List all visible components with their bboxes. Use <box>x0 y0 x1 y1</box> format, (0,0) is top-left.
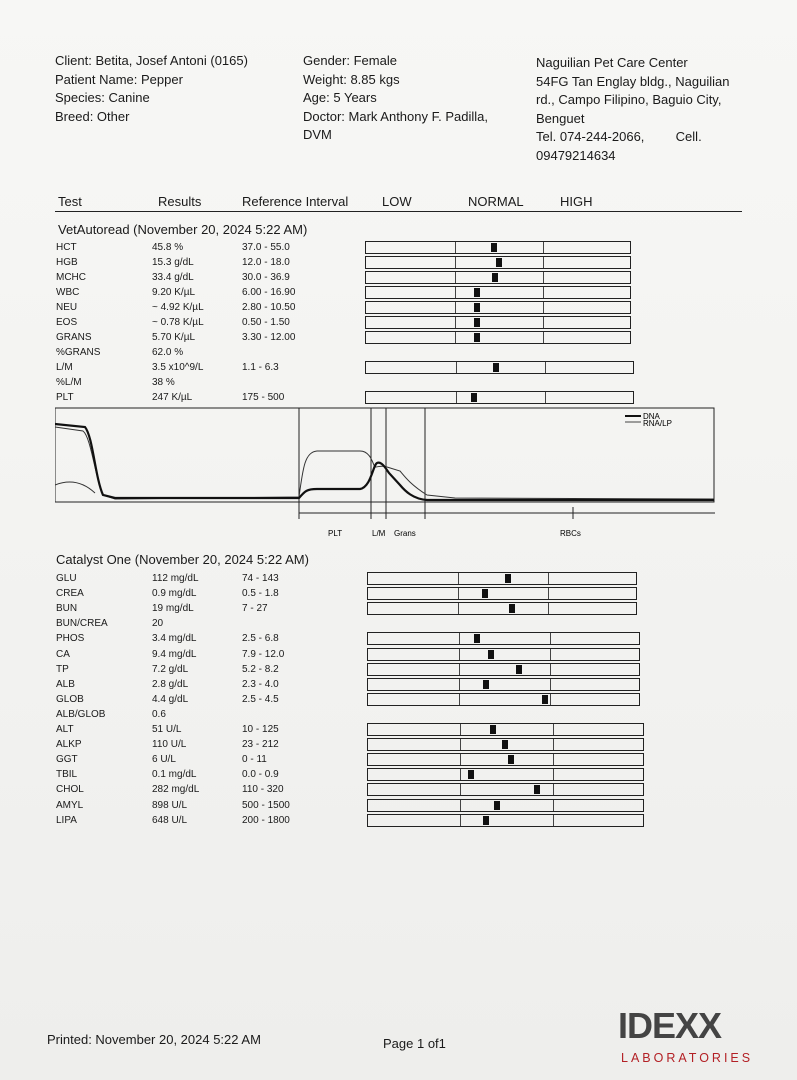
test-name: GRANS <box>56 332 92 343</box>
range-divider <box>553 784 554 795</box>
result-marker <box>516 665 522 674</box>
range-divider <box>455 332 456 343</box>
test-name: ALB/GLOB <box>56 708 106 720</box>
rbc-tail-trace <box>55 482 95 493</box>
range-divider <box>458 603 459 614</box>
result-marker <box>482 589 488 598</box>
range-bar <box>367 738 644 751</box>
test-reference: 2.3 - 4.0 <box>242 678 279 690</box>
range-divider <box>458 573 459 584</box>
result-marker <box>508 755 514 764</box>
test-reference: 175 - 500 <box>242 392 285 403</box>
clinic-address-1: 54FG Tan Englay bldg., Naguilian <box>536 73 730 89</box>
test-reference: 2.80 - 10.50 <box>242 302 296 313</box>
range-divider <box>543 257 544 268</box>
col-normal: NORMAL <box>468 194 524 209</box>
col-results: Results <box>158 194 202 209</box>
dna-trace <box>55 424 714 500</box>
printed-timestamp: Printed: November 20, 2024 5:22 AM <box>47 1032 261 1047</box>
clinic-phones <box>536 128 729 147</box>
range-bar <box>365 316 631 329</box>
range-bar <box>367 768 644 781</box>
range-divider <box>456 392 457 403</box>
col-reference: Reference Interval <box>242 194 349 209</box>
range-bar <box>365 301 631 314</box>
test-name: ALKP <box>56 739 82 751</box>
test-reference: 2.5 - 6.8 <box>242 633 279 645</box>
clinic-cell: 09479214634 <box>536 147 616 163</box>
gender: Gender: Female <box>303 53 397 68</box>
test-result: 3.5 x10^9/L <box>152 362 204 373</box>
vetautoread-title: VetAutoread (November 20, 2024 5:22 AM) <box>58 222 308 237</box>
test-result: 9.20 K/µL <box>152 287 196 298</box>
test-name: %GRANS <box>56 347 101 358</box>
label-plt: PLT <box>328 529 343 538</box>
range-bar <box>367 632 640 645</box>
test-result: 0.1 mg/dL <box>152 769 197 781</box>
range-divider <box>550 633 551 644</box>
range-bar <box>365 256 631 269</box>
range-divider <box>460 815 461 826</box>
range-divider <box>550 679 551 690</box>
result-marker <box>490 725 496 734</box>
test-reference: 10 - 125 <box>242 724 279 735</box>
test-result: 282 mg/dL <box>152 784 200 796</box>
col-low: LOW <box>382 194 412 209</box>
label-grans: Grans <box>394 529 416 538</box>
range-divider <box>543 242 544 253</box>
legend-dna-label: DNA <box>643 412 660 421</box>
doctor-line2: DVM <box>303 127 332 142</box>
range-bar <box>367 723 644 736</box>
test-result: ~ 4.92 K/µL <box>152 302 204 313</box>
range-bar <box>367 678 640 691</box>
range-divider <box>455 242 456 253</box>
species: Species: Canine <box>55 90 150 105</box>
page-number: Page 1 of1 <box>383 1036 446 1051</box>
result-marker <box>496 258 502 267</box>
result-marker <box>474 288 480 297</box>
range-divider <box>460 769 461 780</box>
label-rbcs: RBCs <box>560 529 581 538</box>
test-result: 110 U/L <box>152 739 187 751</box>
result-marker <box>493 363 499 372</box>
test-name: WBC <box>56 287 80 298</box>
hematology-histogram <box>55 407 715 542</box>
test-result: 45.8 % <box>152 242 184 253</box>
range-bar <box>367 572 637 585</box>
test-name: PLT <box>56 392 74 403</box>
test-result: 2.8 g/dL <box>152 678 189 690</box>
age: Age: 5 Years <box>303 90 377 105</box>
test-name: ALT <box>56 724 74 735</box>
test-reference: 74 - 143 <box>242 573 279 584</box>
range-divider <box>455 272 456 283</box>
rna-trace <box>55 427 714 499</box>
test-result: 6 U/L <box>152 754 176 766</box>
test-result: 62.0 % <box>152 347 184 358</box>
test-result: ~ 0.78 K/µL <box>152 317 204 328</box>
range-divider <box>553 769 554 780</box>
range-divider <box>545 392 546 403</box>
histogram-frame <box>55 408 714 502</box>
test-reference: 200 - 1800 <box>242 814 290 826</box>
range-divider <box>553 724 554 735</box>
range-bar <box>365 271 631 284</box>
test-name: CA <box>56 648 70 660</box>
range-bar <box>365 361 634 374</box>
range-divider <box>553 754 554 765</box>
test-result: 51 U/L <box>152 724 182 735</box>
test-name: NEU <box>56 302 78 313</box>
range-bar <box>367 648 640 661</box>
test-name: CREA <box>56 588 84 600</box>
clinic-tel: Tel. 074-244-2066, <box>536 129 645 144</box>
test-reference: 500 - 1500 <box>242 799 290 811</box>
range-divider <box>543 287 544 298</box>
test-name: BUN <box>56 603 78 615</box>
range-divider <box>458 588 459 599</box>
range-divider <box>459 679 460 690</box>
weight: Weight: 8.85 kgs <box>303 71 400 87</box>
result-marker <box>471 393 477 402</box>
test-result: 3.4 mg/dL <box>152 633 197 645</box>
result-marker <box>492 273 498 282</box>
clinic-info <box>536 54 729 165</box>
test-reference: 7.9 - 12.0 <box>242 648 285 660</box>
range-divider <box>456 362 457 373</box>
idexx-logo <box>618 1008 778 1068</box>
test-result: 19 mg/dL <box>152 603 194 615</box>
test-reference: 110 - 320 <box>242 784 284 796</box>
range-bar <box>367 814 644 827</box>
result-marker <box>483 680 489 689</box>
range-bar <box>367 663 640 676</box>
clinic-name: Naguilian Pet Care Center <box>536 55 688 70</box>
range-divider <box>460 800 461 811</box>
range-divider <box>548 588 549 599</box>
range-bar <box>365 391 634 404</box>
test-name: BUN/CREA <box>56 618 108 630</box>
test-result: 33.4 g/dL <box>152 272 194 283</box>
range-divider <box>545 362 546 373</box>
clinic-cell-label: Cell. <box>675 129 702 144</box>
test-name: MCHC <box>56 272 86 283</box>
test-result: 7.2 g/dL <box>152 663 189 675</box>
breed: Breed: Other <box>55 108 130 124</box>
client-name: Client: Betita, Josef Antoni (0165) <box>55 53 248 68</box>
range-divider <box>553 815 554 826</box>
test-name: HCT <box>56 242 77 253</box>
legend-rna-label: RNA/LP <box>643 419 672 428</box>
test-reference: 0 - 11 <box>242 754 267 766</box>
result-marker <box>468 770 474 779</box>
test-name: AMYL <box>56 799 84 811</box>
test-reference: 37.0 - 55.0 <box>242 242 290 253</box>
logo-laboratories: LABORATORIES <box>621 1051 754 1065</box>
test-result: 112 mg/dL <box>152 573 199 584</box>
test-reference: 30.0 - 36.9 <box>242 272 290 283</box>
result-marker <box>542 695 548 704</box>
catalyst-title: Catalyst One (November 20, 2024 5:22 AM) <box>56 552 309 567</box>
range-divider <box>543 302 544 313</box>
test-reference: 5.2 - 8.2 <box>242 663 279 675</box>
range-divider <box>550 664 551 675</box>
test-name: TP <box>56 663 69 675</box>
result-marker <box>509 604 515 613</box>
test-result: 15.3 g/dL <box>152 257 194 268</box>
range-bar <box>365 241 631 254</box>
test-result: 9.4 mg/dL <box>152 648 197 660</box>
test-result: 648 U/L <box>152 814 188 826</box>
test-name: EOS <box>56 317 78 328</box>
range-divider <box>460 739 461 750</box>
test-name: L/M <box>56 362 73 373</box>
test-name: ALB <box>56 678 75 690</box>
test-name: HGB <box>56 257 78 268</box>
test-name: LIPA <box>56 814 77 826</box>
test-reference: 1.1 - 6.3 <box>242 362 279 373</box>
range-divider <box>460 724 461 735</box>
test-name: PHOS <box>56 633 85 645</box>
test-result: 20 <box>152 618 164 630</box>
range-bar <box>367 693 640 706</box>
col-high: HIGH <box>560 194 593 209</box>
test-name: GLU <box>56 573 77 584</box>
range-bar <box>367 783 644 796</box>
range-divider <box>548 603 549 614</box>
range-bar <box>367 799 644 812</box>
result-marker <box>502 740 508 749</box>
test-reference: 3.30 - 12.00 <box>242 332 296 343</box>
result-marker <box>474 634 480 643</box>
test-reference: 2.5 - 4.5 <box>242 693 279 705</box>
result-marker <box>474 333 480 342</box>
range-divider <box>455 302 456 313</box>
range-divider <box>455 317 456 328</box>
test-name: GLOB <box>56 693 84 705</box>
test-result: 0.9 mg/dL <box>152 588 197 600</box>
test-result: 5.70 K/µL <box>152 332 196 343</box>
range-divider <box>550 649 551 660</box>
range-bar <box>367 587 637 600</box>
test-result: 38 % <box>152 377 175 388</box>
range-bar <box>367 602 637 615</box>
test-reference: 12.0 - 18.0 <box>242 257 290 268</box>
doctor-line1: Doctor: Mark Anthony F. Padilla, <box>303 108 488 124</box>
col-test: Test <box>58 194 82 209</box>
test-name: %L/M <box>56 377 82 388</box>
range-divider <box>460 784 461 795</box>
test-reference: 0.0 - 0.9 <box>242 769 279 781</box>
range-divider <box>459 694 460 705</box>
client-info <box>55 52 248 126</box>
range-divider <box>460 754 461 765</box>
test-reference: 0.5 - 1.8 <box>242 588 279 600</box>
range-bar <box>367 753 644 766</box>
test-reference: 6.00 - 16.90 <box>242 287 296 298</box>
range-divider <box>553 739 554 750</box>
range-divider <box>459 649 460 660</box>
range-divider <box>543 272 544 283</box>
clinic-address-2: rd., Campo Filipino, Baguio City, <box>536 92 722 107</box>
range-divider <box>459 633 460 644</box>
result-marker <box>483 816 489 825</box>
header-rule <box>55 211 742 212</box>
range-bar <box>365 286 631 299</box>
test-reference: 23 - 212 <box>242 739 279 751</box>
range-divider <box>548 573 549 584</box>
patient-details <box>303 52 488 145</box>
range-bar <box>365 331 631 344</box>
result-marker <box>494 801 500 810</box>
result-marker <box>534 785 540 794</box>
range-divider <box>455 287 456 298</box>
test-result: 0.6 <box>152 708 166 720</box>
test-result: 898 U/L <box>152 799 188 811</box>
range-divider <box>553 800 554 811</box>
result-marker <box>474 318 480 327</box>
result-marker <box>491 243 497 252</box>
label-lm: L/M <box>372 529 386 538</box>
clinic-address-3: Benguet <box>536 110 585 126</box>
logo-wordmark: IDEXX <box>618 1008 722 1046</box>
test-name: TBIL <box>56 769 78 781</box>
range-divider <box>543 332 544 343</box>
range-divider <box>459 664 460 675</box>
result-marker <box>505 574 511 583</box>
range-divider <box>550 694 551 705</box>
result-marker <box>474 303 480 312</box>
result-marker <box>488 650 494 659</box>
test-name: CHOL <box>56 784 84 796</box>
test-result: 247 K/µL <box>152 392 193 403</box>
range-divider <box>543 317 544 328</box>
test-name: GGT <box>56 754 78 766</box>
range-divider <box>455 257 456 268</box>
test-reference: 7 - 27 <box>242 603 268 615</box>
test-result: 4.4 g/dL <box>152 693 189 705</box>
patient-name: Patient Name: Pepper <box>55 71 183 87</box>
test-reference: 0.50 - 1.50 <box>242 317 290 328</box>
